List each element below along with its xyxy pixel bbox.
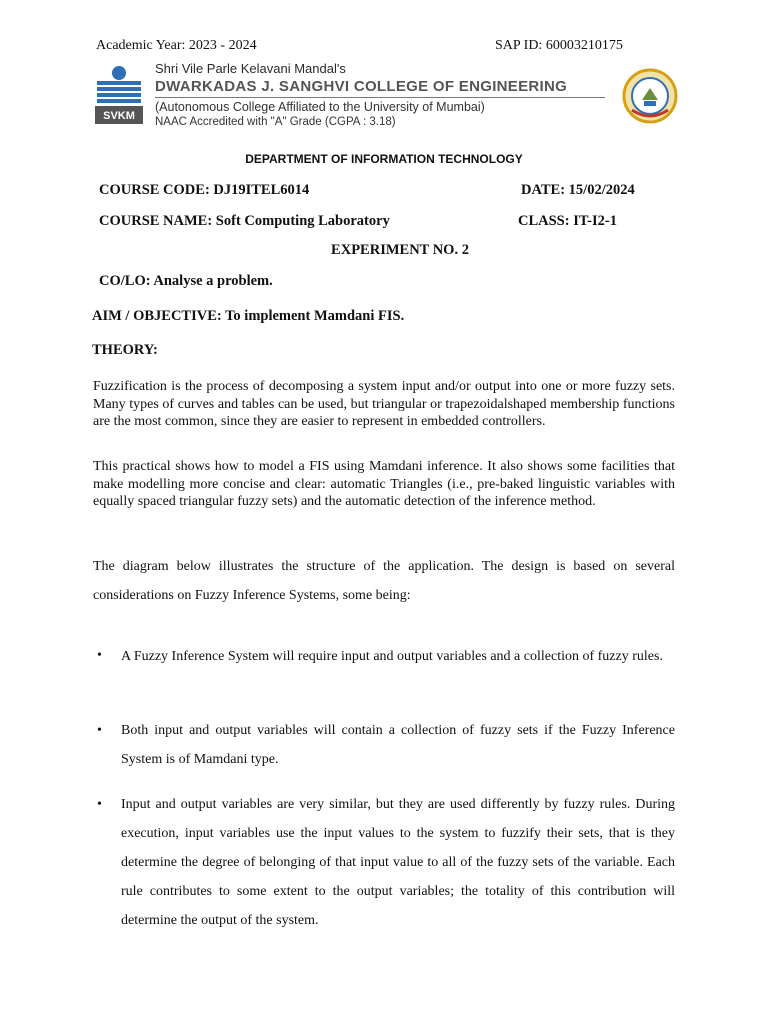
college-divider (155, 97, 605, 98)
paragraph-fuzzification: Fuzzification is the process of decomposing a system input and/or output into one or more fuzzy sets. Many types of curves and tables can be used, but triangular or trapezoidalshaped membership functions are the most common, since they are easier to represent in embedded controllers. (93, 379, 675, 429)
academic-year: Academic Year: 2023 - 2024 (96, 38, 257, 53)
bullet-item: A Fuzzy Inference System will require input and output variables and a collection of fuzzy rules. (121, 649, 663, 664)
bullet-marker: • (97, 723, 102, 738)
bullet-item: Both input and output variables will contain a collection of fuzzy sets if the Fuzzy Inference System is of Mamdani type. (121, 723, 675, 767)
department-title: DEPARTMENT OF INFORMATION TECHNOLOGY (245, 152, 523, 166)
svkm-logo (93, 64, 145, 126)
course-code: COURSE CODE: DJ19ITEL6014 (99, 182, 310, 198)
theory-heading: THEORY: (92, 342, 158, 358)
college-trust-name: Shri Vile Parle Kelavani Mandal's (155, 61, 346, 76)
experiment-number: EXPERIMENT NO. 2 (331, 242, 469, 258)
sap-id: SAP ID: 60003210175 (495, 38, 623, 53)
college-name: DWARKADAS J. SANGHVI COLLEGE OF ENGINEERING (155, 78, 568, 95)
bullet-item: Input and output variables are very similar, but they are used differently by fuzzy rules. During execution, input variables use the input values to the system to fuzzify their sets, that is they determine the degree of belonging of that input value to all of the fuzzy sets of the variable. Each rule contributes to some extent to the output variables; the totality of this contribution will determine the output of the system. (121, 797, 675, 928)
colo-text: : Analyse a problem. (145, 273, 273, 289)
college-accreditation: NAAC Accredited with "A" Grade (CGPA : 3.18) (155, 116, 396, 128)
colo-label: CO/LO (99, 273, 146, 289)
aim-objective: AIM / OBJECTIVE: To implement Mamdani FIS. (92, 308, 405, 324)
paragraph-mamdani: This practical shows how to model a FIS using Mamdani inference. It also shows some facilities that make modelling more concise and clear: automatic Triangles (i.e., pre-baked linguistic variables with equally spaced triangular fuzzy sets) and the automatic detection of the inference method. (93, 459, 675, 509)
college-seal-icon (622, 68, 678, 124)
bullet-marker: • (97, 648, 102, 663)
college-affiliation: (Autonomous College Affiliated to the University of Mumbai) (155, 100, 485, 114)
bullet-marker: • (97, 797, 102, 812)
class: CLASS: IT-I2-1 (518, 213, 617, 229)
svkm-logo-text: SVKM (103, 110, 135, 122)
college-header (155, 61, 615, 130)
paragraph-diagram-intro: The diagram below illustrates the structure of the application. The design is based on several considerations on Fuzzy Inference Systems, some being: (93, 559, 675, 603)
date: DATE: 15/02/2024 (521, 182, 635, 198)
course-name: COURSE NAME: Soft Computing Laboratory (99, 213, 390, 229)
colo-line (99, 273, 273, 290)
